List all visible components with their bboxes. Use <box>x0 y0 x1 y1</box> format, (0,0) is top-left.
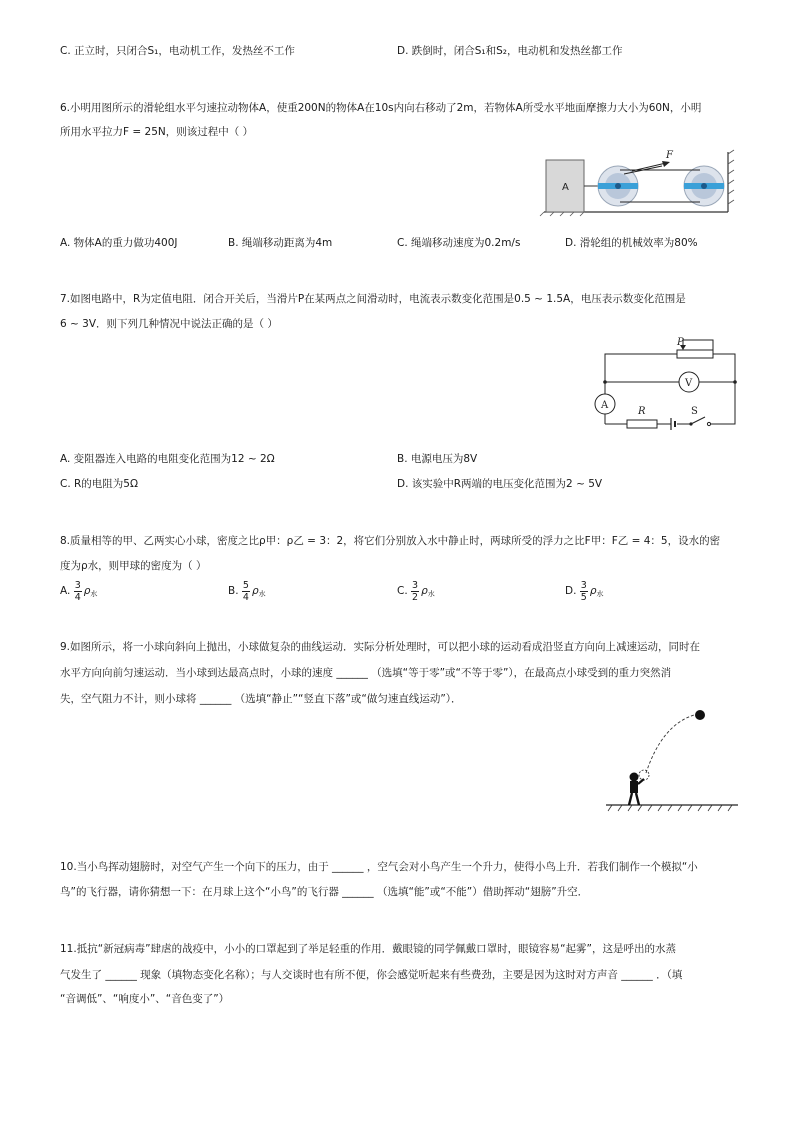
resistor-r-label: R <box>638 406 646 417</box>
q7-option-c: C. R的电阻为5Ω <box>60 478 139 490</box>
q8-stem-line2: 度为ρ水，则甲球的密度为（ ） <box>60 560 207 572</box>
q9-stem-line1: 9.如图所示，将一小球向斜向上抛出，小球做复杂的曲线运动．实际分析处理时，可以把小球的运动看成沿竖直方向向上减速运动，同时在 <box>60 641 701 653</box>
q11-stem-line1: 11.抵抗“新冠病毒”肆虐的战疫中，小小的口罩起到了举足轻重的作用．戴眼镜的同学佩戴口罩时，眼镜容易“起雾”，这是呼出的水蒸 <box>60 943 676 955</box>
q8-option-b: B. $\frac{5}{4}$ $\rho_水$ <box>228 579 266 603</box>
switch-s-label: S <box>691 406 698 417</box>
slider-p-label: P <box>677 337 684 348</box>
trajectory-path <box>646 715 694 773</box>
q10-stem-line2: 鸟”的飞行器，请你猜想一下：在月球上这个“小鸟”的飞行器 ______ （选填“能”或“不能”）借助挥动“翅膀”升空． <box>60 886 589 898</box>
q7-option-a: A. 变阻器连入电路的电阻变化范围为12 ~ 2Ω <box>60 453 275 465</box>
q11-stem-line3: “音调低”、“响度小”、“音色变了”） <box>60 993 230 1005</box>
q7-option-b: B. 电源电压为8V <box>397 453 478 465</box>
q6-option-a: A. 物体A的重力做功400J <box>60 237 178 249</box>
q6-stem-line1: 6.小明用图所示的滑轮组水平匀速拉动物体A，使重200N的物体A在10s内向右移动了2m，若物体A所受水平地面摩擦力大小为60N，小明 <box>60 102 702 114</box>
q7-option-d: D. 该实验中R两端的电压变化范围为2 ~ 5V <box>397 478 603 490</box>
q6-option-d: D. 滑轮组的机械效率为80% <box>565 237 698 249</box>
force-label: F <box>666 150 673 161</box>
q6-option-c: C. 绳端移动速度为0.2m/s <box>397 237 521 249</box>
ammeter-label: A <box>601 400 609 411</box>
q8-option-d: D. $\frac{3}{5}$ $\rho_水$ <box>565 579 604 603</box>
ball-top <box>695 710 705 720</box>
q9-stem-line3: 失，空气阻力不计，则小球将 ______ （选填“静止”“竖直下落”或“做匀速直线运动”）． <box>60 693 462 705</box>
q10-stem-line1: 10.当小鸟挥动翅膀时，对空气产生一个向下的压力，由于 ______ ，空气会对小鸟产生一个升力，使得小鸟上升．若我们制作一个模拟“小 <box>60 861 698 873</box>
q11-stem-line2: 气发生了 ______ 现象（填物态变化名称）；与人交谈时也有所不便，你会感觉听起来有些费劲，主要是因为这时对方声音 ______ ．（填 <box>60 969 683 981</box>
q7-stem-line2: 6 ~ 3V．则下列几种情况中说法正确的是（ ） <box>60 318 278 330</box>
ball-start <box>639 770 649 780</box>
prev-option-c: C. 正立时，只闭合S₁，电动机工作，发热丝不工作 <box>60 45 295 57</box>
circuit-figure <box>595 334 743 436</box>
q8-option-c: C. $\frac{3}{2}$ $\rho_水$ <box>397 579 435 603</box>
rheostat <box>677 350 713 358</box>
block-a-label: A <box>562 182 569 193</box>
q6-option-b: B. 绳端移动距离为4m <box>228 237 333 249</box>
pulley-figure <box>540 150 740 216</box>
thrower-figure <box>629 773 644 805</box>
projectile-figure <box>604 705 740 815</box>
voltmeter-label: V <box>685 378 693 389</box>
q8-stem-line1: 8.质量相等的甲、乙两实心小球，密度之比ρ甲：ρ乙 = 3：2，将它们分别放入水中静止时，两球所受的浮力之比F甲：F乙 = 4：5，设水的密 <box>60 535 721 547</box>
q7-stem-line1: 7.如图电路中，R为定值电阻．闭合开关后，当滑片P在某两点之间滑动时，电流表示数变化范围是0.5 ~ 1.5A，电压表示数变化范围是 <box>60 293 686 305</box>
q8-option-a: A. $\frac{3}{4}$ $\rho_水$ <box>60 579 98 603</box>
resistor-r <box>627 420 657 428</box>
q9-stem-line2: 水平方向向前匀速运动．当小球到达最高点时，小球的速度 ______ （选填“等于零”或“不等于零”），在最高点小球受到的重力突然消 <box>60 667 672 679</box>
prev-option-d: D. 跌倒时，闭合S₁和S₂，电动机和发热丝都工作 <box>397 45 623 57</box>
q6-stem-line2: 所用水平拉力F = 25N，则该过程中（ ） <box>60 126 254 138</box>
